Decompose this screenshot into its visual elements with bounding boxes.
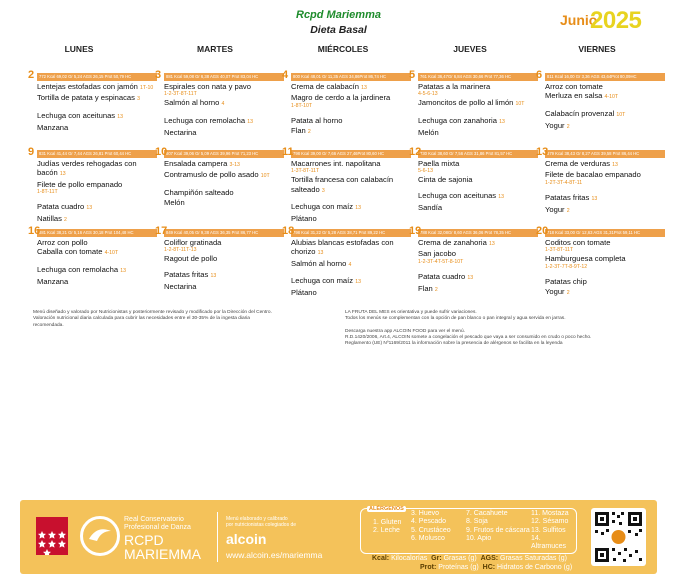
nutrition-bar: 761 Kcal 36,47Gr 6,84 AGS 30,66 Prot 77,36 HC: [418, 73, 538, 81]
menu-dish: [291, 159, 411, 168]
dish-name: Cinta de sajonia: [418, 175, 473, 185]
weekday-friday: VIERNES: [578, 44, 616, 54]
dish-name: Lentejas estofadas con jamón: [37, 81, 138, 91]
weekday-wednesday: MIÉRCOLES: [317, 44, 369, 54]
rcpd-logo-icon: [80, 516, 120, 556]
menu-dish: [37, 93, 157, 104]
menu-dish: [291, 276, 411, 287]
nutrition-bar: 831 Kcal 41,44 Gr 7,44 AGS 26,81 Prot 60,44 HC: [37, 150, 157, 158]
allergen-codes: 13: [210, 273, 217, 280]
menu-dish: [37, 82, 157, 93]
nutrition-bar: 849 Kcal 40,05 Gr 9,38 AGS 36,35 Prot 86,77 HC: [164, 229, 284, 237]
menu-dish: [164, 159, 284, 170]
dish-name: Patatas chip: [545, 277, 587, 287]
menu-dish: [164, 128, 284, 137]
allergen-item: 7. Cacahuete: [466, 510, 508, 517]
dish-name: Crema de calabacín: [291, 81, 359, 91]
dish-name: Champiñón salteado: [164, 188, 234, 198]
allergen-codes: 2: [434, 286, 438, 293]
day-number: 9: [28, 146, 35, 158]
day-number: 20: [536, 225, 549, 237]
dish-name: Jamoncitos de pollo al limón: [418, 98, 514, 108]
dish-name: Arroz con pollo: [37, 237, 88, 247]
dish-name: Calabacín provenzal: [545, 109, 615, 119]
menu-dish: [545, 109, 665, 120]
nutrition-bar: 800 Kcal 48,01 Gr 11,35 AGS 34,86Prot 86,74 HC: [291, 73, 411, 81]
allergen-codes: 13: [361, 84, 367, 91]
allergen-codes: 2: [566, 207, 570, 214]
allergen-item: 2. Leche: [373, 527, 400, 535]
dish-name: Crema de verduras: [545, 158, 610, 168]
footer-notes-left: [33, 310, 288, 329]
dish-name: Filete de pollo empanado: [37, 179, 123, 189]
allergen-codes: 13: [612, 161, 618, 168]
dish-name: San jacobo: [418, 249, 456, 259]
menu-dish: [291, 175, 411, 196]
menu-dish: [164, 98, 284, 109]
nutrition-legend-2: [420, 564, 572, 571]
day-number: 5: [409, 69, 416, 81]
allergen-codes: 1-8T-11T: [37, 188, 58, 195]
allergen-col-3: [466, 510, 530, 543]
dish-name: Lechuga con remolacha: [164, 116, 246, 126]
nutrition-bar: 798 Kcal 39,00 Gr 7,66 AGS 27,46Prot 80,60 HC: [291, 150, 411, 158]
dish-name: Melón: [418, 127, 439, 137]
nutrition-bar: 798 Kcal 31,22 Gr 5,28 AGS 38,71 Prot 89,22 HC: [291, 229, 411, 237]
dish-name: Plátano: [291, 288, 317, 298]
nutrition-bar: 811 Kcal 16,00 Gr 3,36 AGS 43,64Prot 80,09HC: [545, 73, 665, 81]
diet-subtitle: Dieta Basal: [310, 24, 367, 36]
footer-note: R.D.1420/2006, Art.4, ALCOIN somete a congelación el pescado que vaya a ser consumido en crudo o poco hecho.: [345, 335, 592, 341]
menu-dish: [418, 159, 538, 168]
dish-name: Patatas a la marinera: [418, 81, 491, 91]
allergen-codes: 1-2-3T-8T-11T: [164, 90, 197, 97]
menu-dish: [291, 82, 411, 93]
menu-dish: [545, 254, 665, 263]
nutrition-bar: 879 Kcal 38,43 Gr 8,27 AGS 39,58 Prot 86,44 HC: [545, 150, 665, 158]
nutrition-bar: 807 Kcal 39,06 Gr 5,09 AGS 39,96 Prot 71,23 HC: [164, 150, 284, 158]
menu-dish: [418, 116, 538, 127]
school-name2: MARIEMMA: [124, 546, 201, 562]
footer-note: recomendada.: [33, 322, 64, 328]
dish-name: Contramuslo de pollo asado: [164, 170, 259, 180]
weekday-monday: LUNES: [64, 44, 94, 54]
dish-name: Patatas fritas: [545, 193, 590, 203]
footer-note: Menú diseñado y valorado por Nutricionistas y posteriormente revisado y modificado por la Dirección del Centro.: [33, 310, 272, 315]
menu-dish: [418, 98, 538, 109]
allergen-item: 4. Pescado: [411, 518, 447, 526]
allergen-codes: 1-2-3T-7T-8-9T-12: [545, 263, 588, 270]
allergen-codes: 10T: [616, 112, 626, 119]
dish-name: Patata cuadro: [418, 272, 466, 282]
school-line2: Profesional de Danza: [124, 524, 191, 531]
allergen-codes: 13: [488, 240, 495, 247]
menu-dish: [37, 238, 157, 247]
allergen-codes: 1-2T-3T-4-8T-11: [545, 179, 583, 186]
day-cell: [282, 225, 411, 298]
school-title: Rcpd Mariemma: [296, 9, 381, 21]
dish-name: Judías verdes rehogadas con bacón: [37, 158, 137, 177]
legend-value: Hidratos de Carbono (g): [495, 564, 573, 571]
menu-dish: [291, 238, 411, 259]
dish-name: Lechuga con aceitunas: [418, 191, 497, 201]
day-number: 3: [155, 69, 162, 81]
day-number: 2: [28, 69, 35, 81]
menu-dish: [291, 259, 411, 270]
allergen-codes: 1-3T-8T-11T: [291, 167, 320, 174]
allergen-codes: 13: [355, 205, 361, 212]
allergen-codes: 13: [467, 275, 474, 282]
nutrition-bar: 730 Kcal 38,60 Gr 7,56 AGS 31,86 Prot 81,57 HC: [418, 150, 538, 158]
madrid-flag-icon: [36, 517, 68, 555]
allergen-codes: 13: [591, 196, 598, 203]
dish-name: Patata al horno: [291, 116, 343, 126]
footer-note: Todos los menús se complementan con la opción de pan blanco o pan integral y agua servida en jarras.: [345, 316, 566, 322]
allergen-codes: 3: [321, 187, 325, 194]
allergen-codes: 13: [317, 249, 324, 256]
allergen-codes: 10T: [515, 101, 525, 108]
legend-value: Grasas Saturadas (g): [498, 555, 567, 562]
nutrition-bar: 772 Kcal 69,02 Gr 5,24 AGS 26,15 Prot 50,79 HC: [37, 73, 157, 81]
allergen-codes: 2: [64, 217, 67, 224]
legend-value: Grasas (g): [441, 555, 477, 562]
dish-name: Ensalada campera: [164, 158, 228, 168]
menu-dish: [545, 238, 665, 247]
menu-dish: [418, 191, 538, 202]
day-number: 17: [155, 225, 168, 237]
day-number: 12: [409, 146, 422, 158]
alcoin-url-link[interactable]: www.alcoin.es/mariemma: [226, 550, 323, 560]
dish-name: Patatas fritas: [164, 270, 209, 280]
day-number: 11: [282, 146, 294, 158]
dish-name: Tortilla francesa con calabacín salteado: [291, 175, 394, 194]
menu-dish: [291, 288, 411, 297]
footer-note: LA FRUTA DEL MES es orientativa y puede sufrir variaciones.: [345, 310, 477, 315]
day-cell: [28, 146, 157, 225]
dish-name: Flan: [418, 283, 433, 293]
menu-dish: [164, 254, 284, 263]
month-label: Junio: [560, 12, 598, 28]
dish-name: Natillas: [37, 214, 62, 224]
allergen-codes: 4: [348, 261, 352, 268]
allergens-title: ALÉRGENOS: [369, 506, 404, 512]
allergen-codes: 1-8T-10T: [291, 102, 313, 109]
day-cell: [536, 69, 665, 132]
dish-name: Merluza en salsa: [545, 91, 603, 101]
menu-dish: [418, 238, 538, 249]
menu-dish: [291, 126, 411, 137]
allergen-codes: 1-2-3T-4T-5T-8-10T: [418, 258, 464, 265]
weekday-tuesday: MARTES: [197, 44, 233, 54]
dish-name: Nectarina: [164, 127, 197, 137]
day-number: 10: [155, 146, 168, 158]
footer-banner: [20, 500, 657, 574]
allergen-codes: 13: [59, 170, 66, 177]
dish-name: Magro de cerdo a la jardinera: [291, 93, 391, 103]
dish-name: Filete de bacalao empanado: [545, 170, 641, 180]
dish-name: Lechuga con aceitunas: [37, 111, 116, 121]
menu-dish: [291, 202, 411, 213]
allergen-codes: 4-10T: [104, 250, 119, 257]
day-number: 4: [282, 69, 289, 81]
dish-name: Manzana: [37, 122, 69, 132]
allergen-item: 10. Apio: [466, 534, 492, 542]
allergen-codes: 13: [247, 119, 253, 126]
footer-note: Reglamento (UE) Nº1169/2011 la información sobre la presencia de alérgenos se facilita en la leyenda: [345, 341, 563, 347]
qr-code-icon[interactable]: [591, 508, 646, 566]
menu-dish: [291, 214, 411, 223]
day-cell: [409, 146, 538, 212]
dish-name: Flan: [291, 125, 306, 135]
menu-dish: [37, 180, 157, 189]
nutrition-legend-1: [372, 555, 567, 562]
allergen-codes: 5-6-13: [418, 167, 433, 174]
allergen-item: 12. Sésamo: [531, 518, 569, 526]
dish-name: Yogur: [545, 204, 565, 214]
day-cell: [536, 225, 665, 298]
menu-dish: [37, 111, 157, 122]
footer-note: Valoración nutricional diaria calculada para cubrir las necesidades entre el 30-35% de la ingesta diaria: [33, 316, 250, 322]
menu-dish: [418, 128, 538, 137]
allergen-codes: 3-13: [229, 161, 240, 168]
menu-dish: [418, 272, 538, 283]
menu-dish: [545, 277, 665, 286]
allergen-codes: 2: [566, 123, 570, 130]
allergen-item: 6. Molusco: [411, 534, 445, 542]
day-number: 18: [282, 225, 295, 237]
menu-dish: [545, 193, 665, 204]
allergen-codes: 13: [355, 279, 361, 286]
day-cell: [282, 146, 411, 224]
menu-dish: [418, 175, 538, 184]
menu-dish: [37, 277, 157, 286]
dish-name: Lechuga con maíz: [291, 202, 354, 212]
menu-dish: [37, 159, 157, 180]
menu-dish: [545, 205, 665, 216]
allergen-item: 11. Mostaza: [531, 510, 569, 517]
allergen-codes: 13: [117, 114, 124, 121]
allergen-item: 14. Altramuces: [531, 534, 567, 551]
allergen-codes: 3: [137, 96, 140, 103]
dish-name: Caballa con tomate: [37, 247, 103, 257]
dish-name: Lechuga con maíz: [291, 276, 354, 286]
allergen-codes: 4: [221, 101, 225, 108]
allergen-item: 9. Frutos de cáscara: [466, 526, 530, 534]
allergen-codes: 2: [307, 128, 311, 135]
divider: [217, 512, 218, 562]
year-label: 2025: [590, 7, 642, 34]
menu-dish: [291, 116, 411, 125]
menu-dish: [164, 270, 284, 281]
allergen-codes: 13: [498, 194, 505, 201]
allergen-item: 8. Soja: [466, 518, 488, 526]
dish-name: Tortilla de patata y espinacas: [37, 93, 135, 103]
legend-key: AGS:: [480, 555, 499, 562]
day-cell: [536, 146, 665, 216]
menu-dish: [37, 123, 157, 132]
allergen-col-1: [373, 519, 401, 536]
menu-dish: [418, 82, 538, 91]
dish-name: Macarrones int. napolitana: [291, 158, 381, 168]
nutrition-bar: 881 Kcal 59,08 Gr 6,38 AGS 40,07 Prot 83,04 HC: [164, 73, 284, 81]
allergen-codes: 13: [86, 205, 93, 212]
day-number: 6: [536, 69, 543, 81]
menu-dish: [418, 203, 538, 212]
legend-key: Gr:: [431, 555, 442, 562]
legend-key: HC:: [482, 564, 496, 571]
nutrition-bar: 881 Kcal 38,21 Gr 5,16 AGS 30,18 Prot 104,48 HC: [37, 229, 157, 237]
allergen-codes: 2: [566, 289, 570, 296]
menu-dish: [545, 159, 665, 170]
dish-name: Manzana: [37, 276, 69, 286]
dish-name: Arroz con tomate: [545, 81, 603, 91]
nutrition-bar: 788 Kcal 32,08Gr 8,60 AGS 36,06 Prot 78,35 HC: [418, 229, 538, 237]
allergen-codes: 1-2-8T-11T-13: [164, 246, 197, 253]
allergen-item: 1. Gluten: [373, 519, 402, 526]
allergen-codes: 13: [499, 119, 505, 126]
menu-dish: [545, 91, 665, 102]
alcoin-tagline-1: Menú elaborado y calibrado: [226, 516, 288, 522]
allergen-item: 5. Crustáceo: [411, 526, 451, 534]
menu-dish: [37, 214, 157, 225]
dish-name: Paella mixta: [418, 158, 460, 168]
menu-dish: [164, 170, 284, 181]
menu-dish: [164, 82, 284, 91]
dish-name: Nectarina: [164, 281, 197, 291]
allergen-col-2: [411, 510, 451, 543]
dish-name: Lechuga con remolacha: [37, 265, 119, 275]
day-number: 19: [409, 225, 422, 237]
dish-name: Melón: [164, 197, 185, 207]
weekday-thursday: JUEVES: [453, 44, 487, 54]
school-name1: RCPD: [124, 532, 164, 548]
alcoin-tagline: [226, 516, 296, 528]
footer-notes-right: [345, 310, 645, 348]
day-cell: [282, 69, 411, 137]
legend-value: Proteínas (g): [436, 564, 479, 571]
allergen-codes: 13: [120, 268, 126, 275]
menu-dish: [418, 284, 538, 295]
menu-dish: [37, 202, 157, 213]
dish-name: Ragout de pollo: [164, 254, 218, 264]
dish-name: Coliflor gratinada: [164, 237, 222, 247]
menu-dish: [545, 121, 665, 132]
menu-dish: [164, 116, 284, 127]
allergen-codes: 1-3T-8T-11T: [545, 246, 574, 253]
day-number: 16: [28, 225, 41, 237]
allergen-codes: 10T: [260, 173, 270, 180]
legend-key: Kcal:: [372, 555, 390, 562]
dish-name: Yogur: [545, 286, 565, 296]
day-cell: [28, 69, 157, 132]
dish-name: Salmón al horno: [291, 258, 347, 268]
menu-dish: [37, 265, 157, 276]
dish-name: Crema de zanahoria: [418, 237, 487, 247]
allergen-codes: 1T-10: [140, 84, 154, 91]
nutrition-bar: 718 Kcal 33,00 Gr 12,63 AGS 31,31Prot 59,11 HC: [545, 229, 665, 237]
allergen-codes: 4-5-6-13: [418, 90, 438, 97]
day-cell: [28, 225, 157, 286]
menu-dish: [164, 188, 284, 197]
allergens-box: [360, 508, 577, 554]
allergen-item: 13. Sulfitos: [531, 526, 566, 534]
school-info: [124, 516, 201, 561]
dish-name: Salmón al horno: [164, 98, 220, 108]
menu-dish: [545, 82, 665, 91]
day-cell: [155, 225, 284, 291]
allergen-col-4: [531, 510, 576, 551]
dish-name: Plátano: [291, 214, 317, 224]
alcoin-tagline-2: por nutricionistas colegiados de: [226, 522, 297, 528]
menu-dish: [545, 170, 665, 179]
dish-name: Espirales con nata y pavo: [164, 81, 251, 91]
menu-dish: [164, 238, 284, 247]
menu-dish: [418, 249, 538, 258]
menu-dish: [164, 282, 284, 291]
school-line1: Real Conservatorio: [124, 516, 184, 523]
day-number: 13: [536, 146, 549, 158]
dish-name: Lechuga con zanahoria: [418, 116, 497, 126]
menu-dish: [164, 198, 284, 207]
day-cell: [409, 225, 538, 295]
dish-name: Alubias blancas estofadas con chorizo: [291, 237, 394, 256]
alcoin-logo: alcoin: [226, 531, 267, 547]
dish-name: Patata cuadro: [37, 202, 85, 212]
menu-dish: [37, 247, 157, 258]
legend-value: Kilocalorías: [389, 555, 428, 562]
allergen-item: 3. Huevo: [411, 510, 440, 517]
legend-key: Prot:: [420, 564, 437, 571]
day-cell: [409, 69, 538, 137]
day-cell: [155, 146, 284, 207]
footer-note: Descarga nuestra app ALCOIN FOOD para ver el menú.: [345, 328, 465, 334]
dish-name: Yogur: [545, 120, 565, 130]
day-cell: [155, 69, 284, 137]
allergen-codes: 4-10T: [604, 94, 619, 101]
menu-dish: [545, 287, 665, 298]
menu-dish: [291, 93, 411, 102]
dish-name: Hamburguesa completa: [545, 254, 626, 264]
dish-name: Coditos con tomate: [545, 237, 611, 247]
dish-name: Sandía: [418, 202, 443, 212]
